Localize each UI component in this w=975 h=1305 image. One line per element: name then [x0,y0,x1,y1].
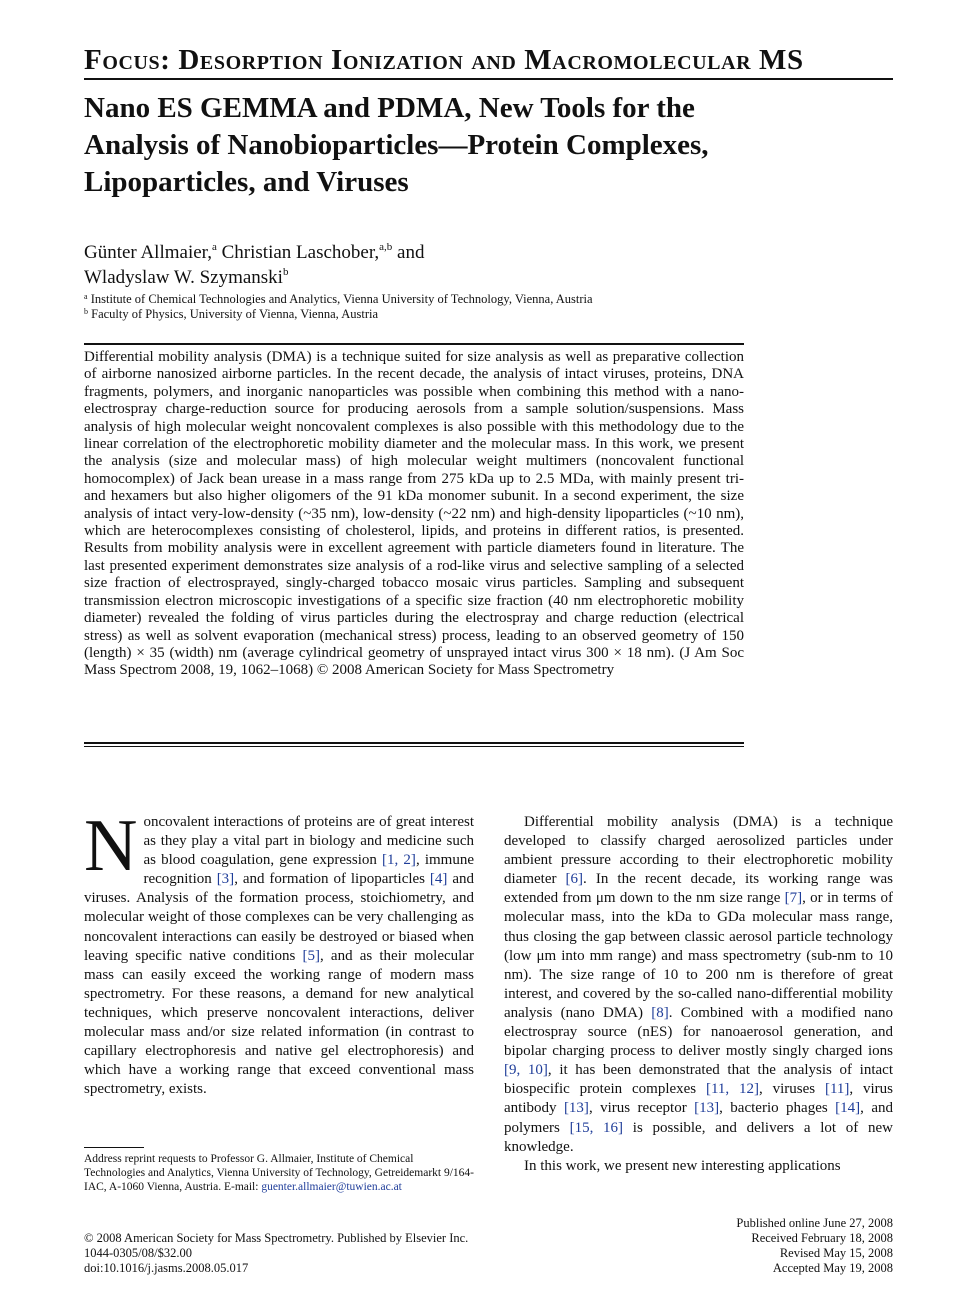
accepted-date: Accepted May 19, 2008 [772,1261,893,1275]
body-text-run: oncovalent interactions of proteins are of great interest as they play a vital part in biology and medicine such as blood coagulation, gene expression [143,814,474,869]
citation-link[interactable]: [11] [824,1081,850,1098]
citation-link[interactable]: [13] [694,1100,720,1117]
author-affiliation-mark: a [211,241,217,253]
citation-link[interactable]: [1, 2] [382,852,416,869]
body-text-run: , it has been demonstrated that the analysis of intact biospecific protein complexes [504,1062,893,1098]
affiliation-text: Institute of Chemical Technologies and Analytics, Vienna University of Technology, Vienna, Austria [90,292,593,306]
citation-link[interactable]: [6] [565,871,584,888]
footnote-text: Address reprint requests to Professor G. Allmaier, Institute of Chemical Technologies and Analytics, Vienna University of Technology, Getreidemarkt 9/164-IAC, A-1060 Vienna, Austria. E-mail: [84,1153,474,1193]
citation-link[interactable]: [8] [651,1004,669,1021]
body-text-run: , and polymers [504,1100,893,1136]
body-text-run: is possible, and delivers a lot of new knowledge. [504,1119,894,1155]
received-date: Received February 18, 2008 [751,1231,893,1245]
body-text-run: , bacterio phages [719,1100,836,1117]
issn-line: 1044-0305/08/$32.00 [84,1246,192,1260]
body-text-run: and viruses. Analysis of the formation process, stoichiometry, and molecular weight of those complexes can be very challenging as noncovalent interactions can easily be destroyed or biased when leaving specific native conditions [84,871,474,964]
author-name: Wladyslaw W. Szymanski [84,267,283,288]
citation-link[interactable]: [14] [835,1100,861,1117]
author-name: Günter Allmaier, [84,242,212,263]
body-text-run: , or in terms of molecular mass, into the kDa to GDa molecular mass range, thus closing the gap between classic aerosol particle technology (low μm into mm range) and mass spectrometry (sub-nm to 10 nm). The size range of 10 to 200 nm is therefore of great interest, and covered by the so-called nano-differential mobility analysis (nano DMA) [504,890,894,1021]
citation-link[interactable]: [11, 12] [705,1081,760,1098]
doi-line: doi:10.1016/j.jasms.2008.05.017 [84,1261,249,1275]
copyright-line: © 2008 American Society for Mass Spectrometry. Published by Elsevier Inc. [84,1231,469,1245]
body-text-run: , virus antibody [504,1081,893,1117]
abstract: Differential mobility analysis (DMA) is a technique suited for size analysis as well as preparative collection of airborne nanosized airborne particles. In the recent decade, the analysis of intact viruses, proteins, DNA fragments, polymers, and inorganic nanoparticles was possible when combining this method with a nano-electrospray charge-reduction source for producing aerosols from a sample solution/suspensions. Mass analysis of high molecular weight noncovalent complexes is also possible with this methodology due to the linear correlation of the electrophoretic mobility diameter and the molecular mass. In this work, we present the analysis (size and molecular mass) of high molecular weight multimers (noncovalent functional homocomplex) of Jack bean urease in a mass range from 275 kDa up to 2.5 MDa, with mainly present tri- and hexamers but also higher oligomers of the 91 kDa monomer subunit. In a second experiment, the size analysis of intact very-low-density (~35 nm), low-density (~22 nm) and high-density lipoparticles (~10 nm), which are heterocomplexes consisting of cholesterol, lipids, and proteins in different ratios, is presented. Results from mobility analysis were in excellent agreement with particle diameters found in literature. The last presented experiment demonstrates size analysis of a rod-like virus and selective sampling of a selected size fraction of electrosprayed, singly-charged tobacco mosaic virus particles. Sampling and subsequent transmission electron microscopic investigations of a specific size fraction (40 nm electrophoretic mobility diameter) revealed the folding of virus particles during the electrospray and charge reduction (electrical stress) as well as solvent evaporation (mechanical stress) process, leading to an observed geometry of 150 (length) × 35 (width) nm (average cylindrical geometry of unsprayed intact virus 300 × 18 nm). (J Am Soc Mass Spectrom 2008, 19, 1062–1068) © 2008 American Society for Mass Spectrometry [84,349,744,679]
history-dates [620,1216,893,1276]
body-text-run: , and as their molecular mass can easily exceed the working range of modern mass spectrometry. For these reasons, a demand for new analytical techniques, which preserve noncovalent interactions, deliver molecular mass and/or size related information (in contrast to capillary electrophoresis and native gel electrophoresis) and which have a working range that exceed conventional mass spectrometry, exists. [84,947,474,1098]
footnote-rule [84,1147,144,1148]
dma-paragraph [504,813,893,1157]
author-conjunction: and [397,242,425,263]
abstract-bottom-rule [84,742,744,744]
revised-date: Revised May 15, 2008 [779,1246,893,1260]
citation-link[interactable]: [13] [563,1100,589,1117]
citation-link[interactable]: [7] [784,890,803,907]
affiliation-mark: a [84,292,88,301]
copyright-block [84,1231,554,1276]
abstract-bottom-rule-thin [84,746,744,747]
body-text-run: . Combined with a modified nano electrospray source (nES) for nanoaerosol generation, and bipolar charging process to deliver mostly singly charged ions [504,1004,893,1060]
citation-link[interactable]: [5] [302,947,321,964]
body-column-right [504,813,893,1176]
author-affiliation-mark: b [282,266,289,278]
affiliation-text: Faculty of Physics, University of Vienna, Vienna, Austria [91,307,379,321]
header-rule-thick [84,78,893,80]
body-text-run: , viruses [759,1081,825,1098]
body-column-left [84,805,474,1099]
citation-link[interactable]: [3] [216,871,235,888]
citation-link[interactable]: [9, 10] [504,1062,548,1079]
published-online-date: Published online June 27, 2008 [736,1216,893,1230]
article-title: Nano ES GEMMA and PDMA, New Tools for the Analysis of Nanobioparticles—Protein Complexes, Lipoparticles, and Viruses [84,92,709,198]
affiliation-mark: b [84,307,88,316]
drop-cap: N [84,805,138,887]
citation-link[interactable]: [4] [429,871,448,888]
body-text-run: , virus receptor [588,1100,695,1117]
body-text-run: . In the recent decade, its working range was extended from μm down to the nm size range [504,871,893,907]
email-link[interactable]: guenter.allmaier@tuwien.ac.at [261,1181,402,1193]
citation-link[interactable]: [15, 16] [569,1119,624,1136]
journal-section-header: Focus: Desorption Ionization and Macromolecular MS [84,44,804,76]
affiliation-a [84,292,784,307]
intro-paragraph [84,805,474,1099]
correspondence-footnote [84,1152,474,1194]
body-text-run: , and formation of lipoparticles [234,871,430,888]
body-text-run: Differential mobility analysis (DMA) is a technique developed to classify charged aerosolized particles under ambient pressure according to their electrophoretic mobility diameter [504,814,893,888]
author-affiliation-mark: a,b [379,241,393,253]
this-work-paragraph: In this work, we present new interesting applications [524,1157,841,1174]
body-text-run: , immune recognition [143,852,474,888]
abstract-top-rule [84,343,744,345]
affiliation-b [84,307,784,322]
author-name: Christian Laschober, [221,242,380,263]
author-list [84,240,724,290]
